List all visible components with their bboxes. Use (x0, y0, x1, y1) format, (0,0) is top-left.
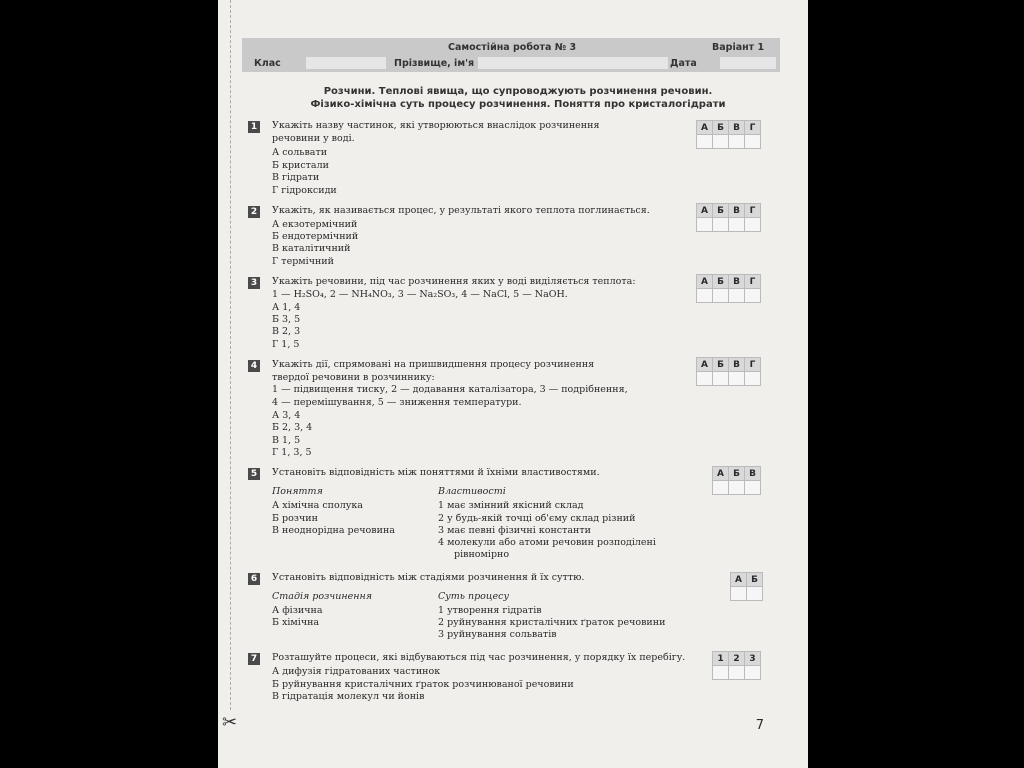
column-head-concepts: Поняття (272, 486, 323, 497)
answer-option: Б 2, 3, 4 (272, 422, 313, 433)
answer-cell[interactable] (697, 218, 713, 232)
match-right-item: 4 молекули або атоми речовин розподілені (438, 537, 656, 548)
answer-option: А екзотермічний (272, 219, 358, 230)
answer-cell[interactable] (713, 289, 729, 303)
answer-option: А сольвати (272, 147, 328, 158)
match-left-item: Б хімічна (272, 617, 320, 628)
answer-cell[interactable] (745, 135, 761, 149)
answer-option: Г термічний (272, 256, 334, 267)
answer-grid: А Б В Г (696, 120, 761, 149)
answer-grid: А Б В Г (696, 357, 761, 386)
question-text: Укажіть назву частинок, які утворюються внаслідок розчинення речовини у воді. (272, 120, 600, 144)
answer-grid: А Б В (712, 466, 761, 495)
answer-cell[interactable] (729, 372, 745, 386)
question-number: 6 (248, 573, 260, 585)
column-head-stage: Стадія розчинення (272, 591, 373, 602)
answer-option: В 1, 5 (272, 435, 301, 446)
answer-option: В гідратація молекул чи йонів (272, 691, 425, 702)
answer-option: Б 3, 5 (272, 314, 301, 325)
answer-option: А дифузія гідратованих частинок (272, 666, 441, 677)
match-left-item: А фізична (272, 605, 323, 616)
question-text: Розташуйте процеси, які відбуваються під час розчинення, у порядку їх перебігу. (272, 652, 686, 663)
answer-option: В каталітичний (272, 243, 351, 254)
page-number: 7 (755, 718, 764, 733)
answer-cell[interactable] (713, 135, 729, 149)
scissors-icon: ✂ (222, 712, 238, 733)
answer-cell[interactable] (713, 481, 729, 495)
match-right-item-cont: рівномірно (454, 549, 510, 560)
match-left-item: В неоднорідна речовина (272, 525, 395, 536)
answer-cell[interactable] (713, 218, 729, 232)
class-label: Клас (254, 58, 281, 69)
date-label: Дата (670, 58, 697, 69)
answer-cell[interactable] (713, 372, 729, 386)
answer-cell[interactable] (697, 289, 713, 303)
answer-cell[interactable] (745, 666, 761, 680)
question-text: Укажіть дії, спрямовані на пришвидшення процесу розчинення твердої речовини в розчиннику: 1 — підвищення тиску, 2 — додавання каталізатора, 3 — подрібнення, 4 — перемішування, 5 — зниження температури. (272, 359, 628, 408)
answer-option: Б ендотермічний (272, 231, 359, 242)
answer-grid: 1 2 3 (712, 651, 761, 680)
date-field[interactable] (720, 57, 776, 69)
topic-title-line1: Розчини. Теплові явища, що супроводжують розчинення речовин. (323, 86, 713, 97)
answer-option: А 1, 4 (272, 302, 301, 313)
question-text: Установіть відповідність між поняттями й їхніми властивостями. (272, 467, 600, 478)
answer-grid: А Б В Г (696, 203, 761, 232)
name-field[interactable] (478, 57, 668, 69)
question-number: 2 (248, 206, 260, 218)
answer-cell[interactable] (745, 289, 761, 303)
answer-cell[interactable] (745, 218, 761, 232)
answer-option: Г гідроксиди (272, 185, 337, 196)
question-text: Укажіть, як називається процес, у результаті якого теплота поглинається. (272, 205, 650, 216)
answer-cell[interactable] (731, 587, 747, 601)
question-number: 7 (248, 653, 260, 665)
answer-cell[interactable] (697, 372, 713, 386)
answer-option: Г 1, 5 (272, 339, 300, 350)
answer-option: А 3, 4 (272, 410, 301, 421)
match-right-item: 2 у будь-якій точці об'єму склад різний (438, 513, 636, 524)
match-right-item: 3 має певні фізичні константи (438, 525, 591, 536)
topic-title-line2: Фізико-хімічна суть процесу розчинення. Поняття про кристалогідрати (310, 99, 726, 110)
answer-cell[interactable] (713, 666, 729, 680)
cut-line (230, 0, 231, 710)
answer-option: В 2, 3 (272, 326, 301, 337)
column-head-properties: Властивості (438, 486, 506, 497)
answer-grid: А Б В Г (696, 274, 761, 303)
match-right-item: 1 утворення гідратів (438, 605, 542, 616)
answer-cell[interactable] (745, 481, 761, 495)
answer-cell[interactable] (697, 135, 713, 149)
question-number: 1 (248, 121, 260, 133)
match-right-item: 1 має змінний якісний склад (438, 500, 584, 511)
answer-cell[interactable] (729, 481, 745, 495)
answer-cell[interactable] (729, 289, 745, 303)
answer-cell[interactable] (747, 587, 763, 601)
answer-grid: А Б (730, 572, 763, 601)
answer-option: В гідрати (272, 172, 320, 183)
answer-option: Г 1, 3, 5 (272, 447, 312, 458)
answer-cell[interactable] (729, 666, 745, 680)
work-title: Самостійна робота № 3 (448, 42, 577, 53)
header-bar (242, 38, 780, 72)
variant-label: Варіант 1 (712, 42, 765, 53)
column-head-essence: Суть процесу (438, 591, 509, 602)
answer-cell[interactable] (729, 218, 745, 232)
worksheet-page (218, 0, 808, 768)
question-number: 3 (248, 277, 260, 289)
answer-option: Б кристали (272, 160, 329, 171)
answer-cell[interactable] (745, 372, 761, 386)
question-text: Укажіть речовини, під час розчинення яких у воді виділяється теплота: 1 — H₂SO₄, 2 — NH₄NO₃, 3 — Na₂SO₃, 4 — NaCl, 5 — NaOH. (272, 276, 636, 300)
question-text: Установіть відповідність між стадіями розчинення й їх суттю. (272, 572, 585, 583)
question-number: 5 (248, 468, 260, 480)
match-left-item: А хімічна сполука (272, 500, 363, 511)
answer-cell[interactable] (729, 135, 745, 149)
answer-option: Б руйнування кристалічних ґраток розчинюваної речовини (272, 679, 574, 690)
class-field[interactable] (306, 57, 386, 69)
match-left-item: Б розчин (272, 513, 318, 524)
match-right-item: 2 руйнування кристалічних ґраток речовини (438, 617, 666, 628)
match-right-item: 3 руйнування сольватів (438, 629, 557, 640)
name-label: Прізвище, ім'я (394, 58, 475, 69)
question-number: 4 (248, 360, 260, 372)
